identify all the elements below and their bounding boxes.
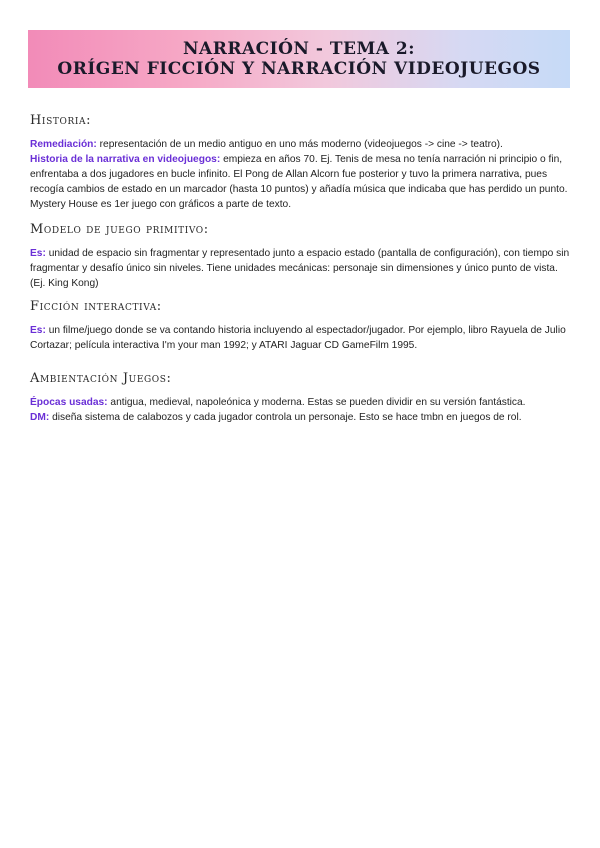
title-line-1: NARRACIÓN - TEMA 2: <box>182 39 416 59</box>
paragraph-text: diseña sistema de calabozos y cada jugador controla un personaje. Esto se hace tmbn en juegos de rol. <box>49 412 522 423</box>
paragraph-epocas <box>30 395 575 410</box>
section-ficcion-interactiva <box>30 299 575 353</box>
section-modelo-primitivo <box>30 222 575 291</box>
paragraph-text: unidad de espacio sin fragmentar y representado junto a espacio estado (pantalla de configuración), con tiempo sin fragmentar y desafío único sin niveles. Tiene unidades mecánicas: personaje sin dimensiones y único punto de vista. (Ej. King Kong) <box>30 248 570 289</box>
section-heading: Ficción interactiva: <box>30 299 162 314</box>
paragraph-remediacion <box>30 137 575 152</box>
paragraph-dm <box>30 410 575 425</box>
section-heading: Historia: <box>30 113 92 128</box>
section-historia <box>30 113 575 212</box>
term-label: DM: <box>30 412 50 423</box>
section-heading: Modelo de juego primitivo: <box>30 222 209 237</box>
paragraph-historia-narrativa <box>30 152 575 212</box>
paragraph-es <box>30 246 575 291</box>
paragraph-es <box>30 323 575 353</box>
term-label: Es: <box>30 248 46 259</box>
paragraph-text: un filme/juego donde se va contando historia incluyendo al espectador/jugador. Por ejemplo, libro Rayuela de Julio Cortazar; película interactiva I'm your man 1992; y ATARI Jaguar CD GameFilm 1995. <box>30 325 566 351</box>
term-label: Historia de la narrativa en videojuegos: <box>30 154 221 165</box>
section-ambientacion <box>30 371 575 425</box>
paragraph-text: empieza en años 70. Ej. Tenis de mesa no tenía narración ni principio o fin, enfrentaba a dos jugadores en bucle infinito. El Pong de Allan Alcorn fue posterior y tuvo la primera narrativa, pues recogía cambios de estado en un marcador (hasta 10 puntos) y añadía música que indicaba que has perdido un punto. Mystery House es 1er juego con gráficos a parte de texto. <box>30 154 568 210</box>
paragraph-text: antigua, medieval, napoleónica y moderna. Estas se pueden dividir en su versión fantástica. <box>107 397 526 408</box>
term-label: Es: <box>30 325 46 336</box>
title-banner <box>28 30 570 88</box>
term-label: Remediación: <box>30 139 97 150</box>
term-label: Épocas usadas: <box>30 397 108 408</box>
title-line-2: ORÍGEN FICCIÓN Y NARRACIÓN VIDEOJUEGOS <box>57 59 541 79</box>
section-heading: Ambientación Juegos: <box>30 371 172 386</box>
paragraph-text: representación de un medio antiguo en uno más moderno (videojuegos -> cine -> teatro). <box>96 139 503 150</box>
